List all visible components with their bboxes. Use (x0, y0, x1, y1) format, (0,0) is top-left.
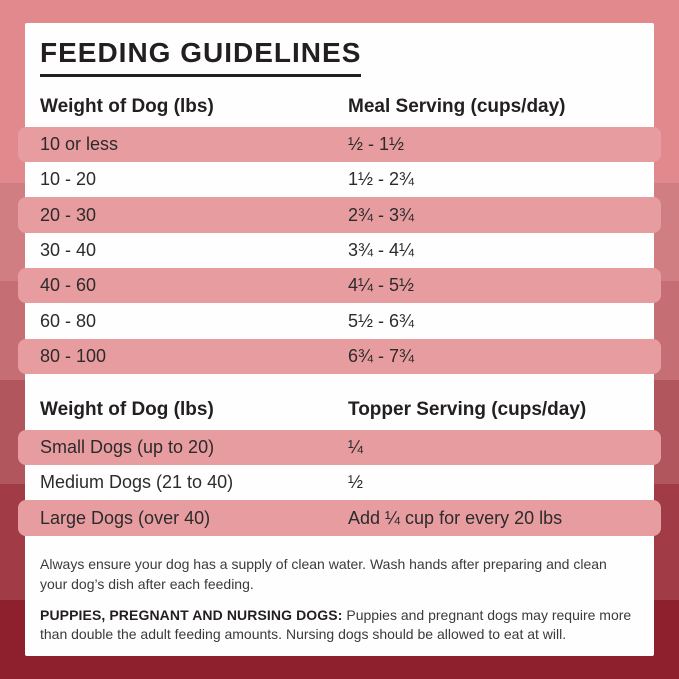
table-row (18, 465, 661, 500)
topper-header-serving: Topper Serving (cups/day) (348, 398, 587, 420)
puppies-note-text: Puppies and pregnant dogs may require more than double the adult feeding amounts. Nursing dogs should be allowed to eat at will. (40, 606, 632, 643)
table-row (18, 339, 661, 374)
weight-cell: 40 - 60 (40, 275, 97, 296)
table-row (18, 303, 661, 338)
weight-cell: 80 - 100 (40, 345, 107, 366)
meal-header-serving: Meal Serving (cups/day) (348, 96, 566, 117)
table-row (18, 500, 661, 535)
serving-cell: Add ¼ cup for every 20 lbs (348, 507, 563, 528)
serving-cell: 3¾ - 4¼ (348, 239, 415, 260)
table-row (18, 268, 661, 303)
weight-cell: 10 - 20 (40, 169, 97, 190)
serving-cell: 1½ - 2¾ (348, 169, 415, 190)
meal-table (25, 127, 654, 374)
feeding-guidelines-card (25, 23, 654, 656)
meal-table-header (40, 97, 639, 118)
puppies-note-label: PUPPIES, PREGNANT AND NURSING DOGS: (40, 606, 343, 623)
serving-cell: ¼ (348, 437, 364, 457)
table-row (18, 127, 661, 162)
table-row (18, 233, 661, 268)
weight-cell: Large Dogs (over 40) (40, 507, 211, 528)
serving-cell: 2¾ - 3¾ (348, 204, 415, 225)
puppies-note (40, 606, 634, 646)
water-note-text: Always ensure your dog has a supply of clean water. Wash hands after preparing and clean your dog’s dish after each feeding. (40, 555, 607, 592)
serving-cell: ½ (348, 472, 364, 493)
weight-cell: 60 - 80 (40, 310, 97, 331)
weight-cell: 20 - 30 (40, 204, 97, 225)
topper-table (25, 430, 654, 536)
weight-cell: 30 - 40 (40, 239, 97, 260)
table-row (18, 197, 661, 232)
weight-cell: 10 or less (40, 134, 119, 155)
serving-cell: ½ - 1½ (348, 134, 405, 155)
topper-table-header (40, 400, 639, 421)
serving-cell: 6¾ - 7¾ (348, 345, 415, 366)
footnotes (40, 555, 634, 646)
page-title: FEEDING GUIDELINES (40, 39, 361, 77)
serving-cell: 5½ - 6¾ (348, 310, 415, 331)
water-note (40, 555, 634, 595)
meal-header-weight: Weight of Dog (lbs) (40, 96, 214, 117)
topper-header-weight: Weight of Dog (lbs) (40, 398, 214, 420)
table-row (18, 430, 661, 465)
serving-cell: 4¼ - 5½ (348, 275, 415, 296)
weight-cell: Small Dogs (up to 20) (40, 437, 215, 457)
table-row (18, 162, 661, 197)
weight-cell: Medium Dogs (21 to 40) (40, 472, 234, 493)
